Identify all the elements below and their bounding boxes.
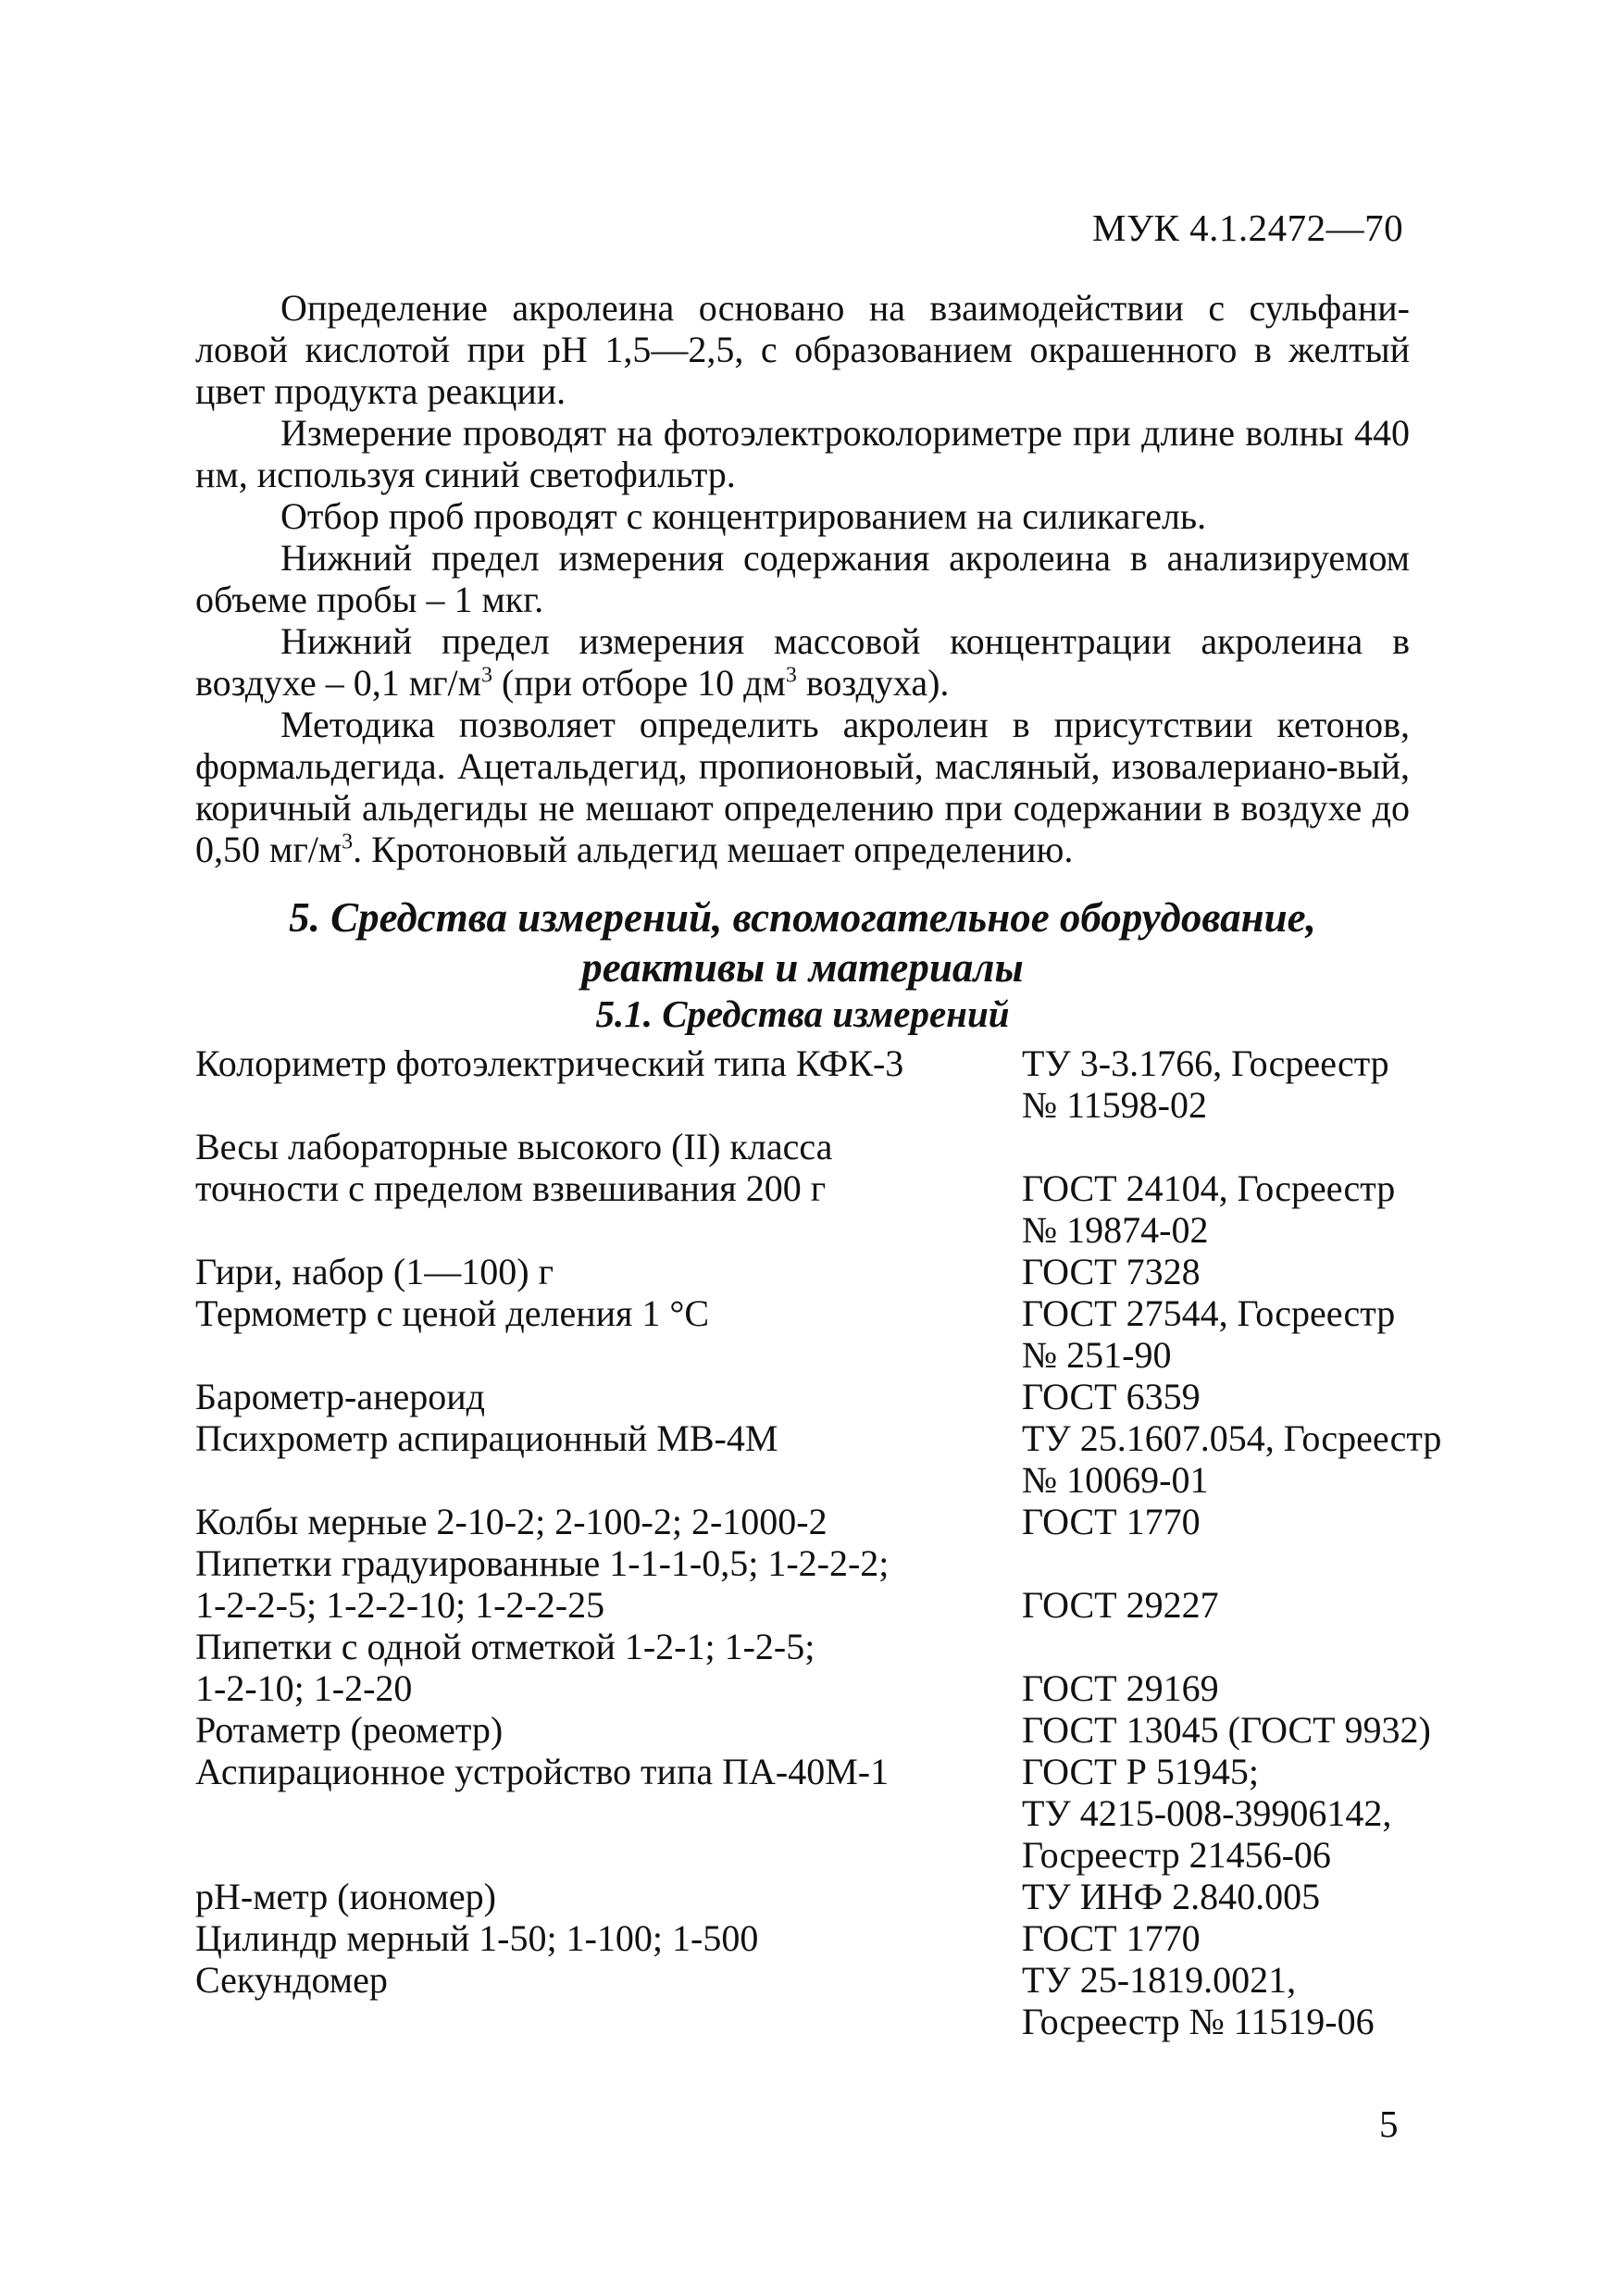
instrument-standard: Госреестр № 11519-06 [1022,2001,1375,2042]
superscript: 3 [480,663,492,688]
instrument-standard: № 251-90 [1022,1334,1172,1376]
instrument-row [195,1709,1454,1751]
instrument-name: Гири, набор (1—100) г [195,1251,554,1292]
instrument-name: Термометр с ценой деления 1 °С [195,1292,710,1334]
instrument-standard: № 19874-02 [1022,1209,1209,1251]
instrument-row [195,1209,1454,1251]
method-description [195,287,1410,870]
paragraph-text: Нижний предел измерения массовой концентрации акролеина в воздухе – 0,1 мг/м [195,620,1410,704]
instrument-name: pH-метр (иономер) [195,1876,496,1917]
instrument-row [195,1292,1454,1334]
instrument-row [195,1334,1454,1376]
instrument-standard: ГОСТ 1770 [1022,1501,1201,1542]
instrument-row [195,1667,1454,1709]
instrument-row [195,1251,1454,1292]
instrument-standard: Госреестр 21456-06 [1022,1834,1331,1876]
instrument-name: Цилиндр мерный 1-50; 1-100; 1-500 [195,1917,759,1959]
subsection-heading: 5.1. Средства измерений [595,992,1010,1035]
instrument-row [195,1792,1454,1834]
instrument-row [195,1126,1454,1167]
instrument-row [195,1376,1454,1417]
instrument-name: Секундомер [195,1959,388,2001]
instrument-standard: ГОСТ 27544, Госреестр [1022,1292,1396,1334]
instrument-row [195,1751,1454,1792]
instrument-row [195,1042,1454,1084]
instrument-row [195,1834,1454,1876]
instrument-row [195,1167,1454,1209]
instrument-name: точности с пределом взвешивания 200 г [195,1167,827,1209]
paragraph [195,412,1410,495]
instrument-row [195,1084,1454,1126]
instrument-row [195,1876,1454,1917]
section-heading-line: реактивы и материалы [581,944,1024,991]
instrument-standard: ТУ 4215-008-39906142, [1022,1792,1392,1834]
superscript: 3 [785,663,797,688]
instrument-name: Ротаметр (реометр) [195,1709,504,1751]
paragraph-text: Определение акролеина основано на взаимодействии с сульфани-ловой кислотой при pH 1,5—2,5, с образованием окрашенного в желтый цвет продукта реакции. [195,287,1410,412]
instrument-standard: ТУ ИНФ 2.840.005 [1022,1876,1321,1917]
paragraph [195,704,1410,870]
instrument-standard: ГОСТ 29227 [1022,1584,1219,1626]
document-code: МУК 4.1.2472—70 [1092,206,1404,249]
instrument-name: 1-2-10; 1-2-20 [195,1667,413,1709]
page-number: 5 [1379,2103,1399,2145]
paragraph-text: Отбор проб проводят с концентрированием на силикагель. [280,495,1207,537]
instrument-name: Аспирационное устройство типа ПА-40М-1 [195,1751,890,1792]
paragraph [195,495,1410,537]
instrument-row [195,2001,1454,2042]
paragraph-text: (при отборе 10 дм [492,662,786,704]
instrument-standard: ГОСТ 1770 [1022,1917,1201,1959]
paragraph-text: Нижний предел измерения содержания акролеина в анализируемом объеме пробы – 1 мкг. [195,537,1410,620]
instrument-row [195,1417,1454,1459]
instrument-name: Колориметр фотоэлектрический типа КФК-3 [195,1042,904,1084]
paragraph-text: Методика позволяет определить акролеин в присутствии кетонов, формальдегида. Ацетальдегид, пропионовый, масляный, изовалериано-вый, коричный альдегиды не мешают определению при содержании в воздухе до 0,50 мг/м [195,704,1410,870]
instrument-standard: ГОСТ 24104, Госреестр [1022,1167,1396,1209]
paragraph [195,537,1410,620]
instrument-name: Весы лабораторные высокого (II) класса [195,1126,833,1167]
instrument-standard: № 10069-01 [1022,1459,1209,1501]
instrument-standard: ГОСТ 7328 [1022,1251,1201,1292]
instrument-name: Психрометр аспирационный МВ-4М [195,1417,778,1459]
instrument-standard: № 11598-02 [1022,1084,1207,1126]
superscript: 3 [342,830,354,855]
instrument-name: Пипетки градуированные 1-1-1-0,5; 1-2-2-2; [195,1542,890,1584]
paragraph-text: . Кротоновый альдегид мешает определению. [353,829,1074,870]
instrument-name: Барометр-анероид [195,1376,485,1417]
paragraph [195,287,1410,412]
instrument-row [195,1626,1454,1667]
paragraph-text: Измерение проводят на фотоэлектроколориметре при длине волны 440 нм, используя синий светофильтр. [195,412,1410,495]
instrument-standard: ТУ 25.1607.054, Госреестр [1022,1417,1442,1459]
instrument-standard: ГОСТ 29169 [1022,1667,1219,1709]
paragraph [195,620,1410,704]
instrument-row [195,1959,1454,2001]
section-heading-line: 5. Средства измерений, вспомогательное оборудование, [289,894,1316,941]
instrument-list [195,1042,1454,2042]
instrument-standard: ТУ 3-3.1766, Госреестр [1022,1042,1389,1084]
instrument-row [195,1917,1454,1959]
instrument-row [195,1584,1454,1626]
instrument-standard: ТУ 25-1819.0021, [1022,1959,1297,2001]
instrument-standard: ГОСТ Р 51945; [1022,1751,1259,1792]
instrument-standard: ГОСТ 13045 (ГОСТ 9932) [1022,1709,1431,1751]
instrument-name: Колбы мерные 2-10-2; 2-100-2; 2-1000-2 [195,1501,828,1542]
section-heading [195,892,1410,992]
instrument-name: 1-2-2-5; 1-2-2-10; 1-2-2-25 [195,1584,605,1626]
instrument-row [195,1542,1454,1584]
instrument-name: Пипетки с одной отметкой 1-2-1; 1-2-5; [195,1626,815,1667]
instrument-standard: ГОСТ 6359 [1022,1376,1201,1417]
paragraph-text: воздуха). [796,662,950,704]
instrument-row [195,1459,1454,1501]
instrument-row [195,1501,1454,1542]
